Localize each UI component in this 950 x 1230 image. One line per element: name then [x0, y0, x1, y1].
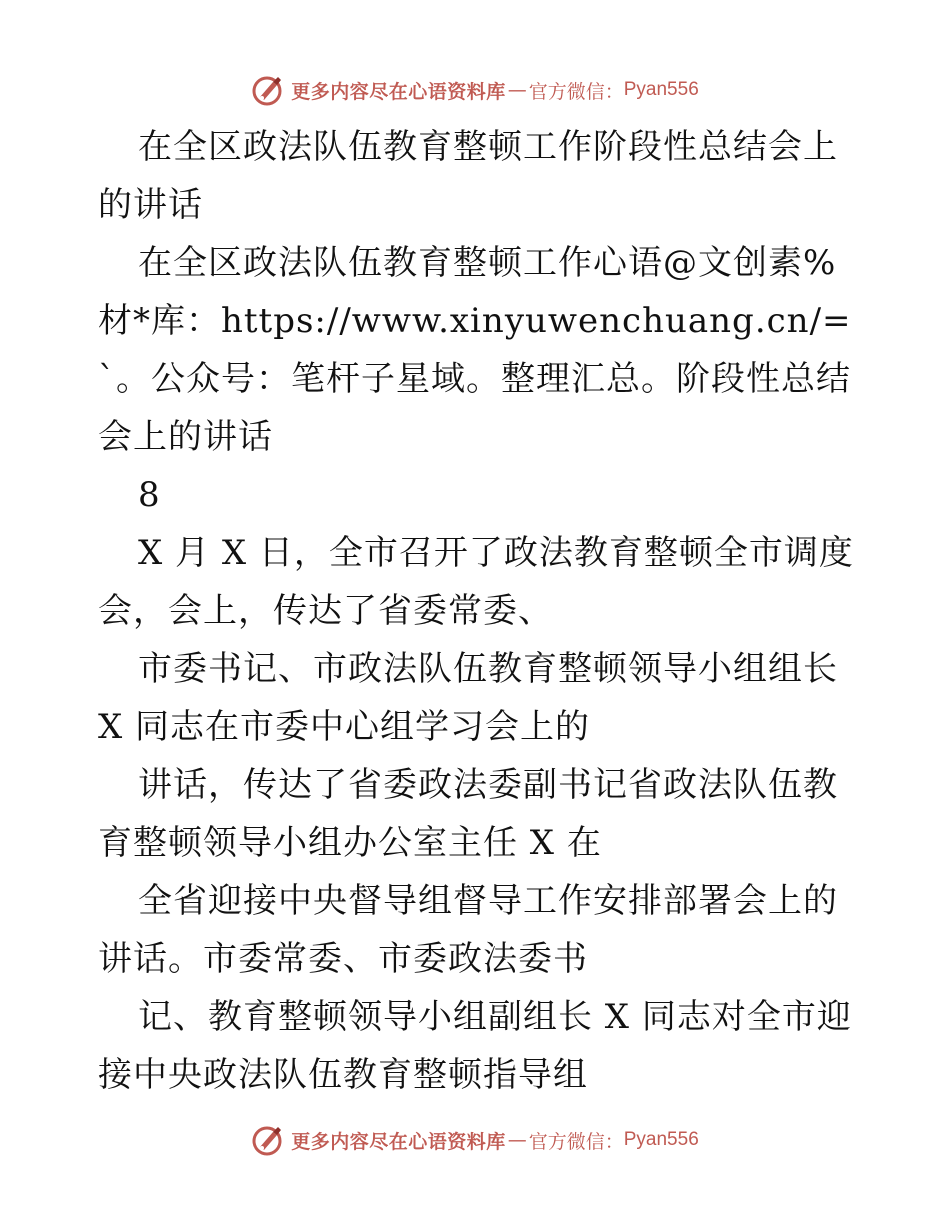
paragraph-6: 讲话，传达了省委政法委副书记省政法队伍教育整顿领导小组办公室主任 X 在 — [98, 765, 838, 863]
body-text — [98, 118, 858, 1104]
footer-dash: — — [507, 1129, 527, 1151]
paragraph-5: 市委书记、市政法队伍教育整顿领导小组组长 X 同志在市委中心组学习会上的 — [98, 649, 838, 747]
pen-logo-icon — [251, 1123, 285, 1157]
pen-logo-icon — [251, 73, 285, 107]
paragraph-2: 在全区政法队伍教育整顿工作心语@文创素%材*库：https://www.xinyuwenchuang.cn/=`。公众号：笔杆子星域。整理汇总。阶段性总结会上的讲话 — [98, 243, 852, 457]
footer-banner — [0, 1120, 950, 1160]
paragraph-title: 在全区政法队伍教育整顿工作阶段性总结会上的讲话 — [98, 127, 838, 225]
header-wechat-label: 官方微信： — [528, 80, 624, 103]
footer-site-text: 更多内容尽在心语资料库 — [291, 1130, 506, 1153]
header-wechat-id: Pyan556 — [623, 79, 699, 100]
header-banner — [0, 70, 950, 110]
paragraph-7: 全省迎接中央督导组督导工作安排部署会上的讲话。市委常委、市委政法委书 — [98, 881, 838, 979]
paragraph-8: 记、教育整顿领导小组副组长 X 同志对全市迎接中央政法队伍教育整顿指导组 — [98, 997, 852, 1095]
header-site-text: 更多内容尽在心语资料库 — [291, 80, 506, 103]
paragraph-4: X 月 X 日，全市召开了政法教育整顿全市调度会，会上，传达了省委常委、 — [98, 533, 854, 631]
header-dash: — — [507, 79, 527, 101]
footer-wechat-id: Pyan556 — [623, 1129, 699, 1150]
footer-wechat-label: 官方微信： — [528, 1130, 624, 1153]
paragraph-3: 8 — [138, 475, 161, 515]
